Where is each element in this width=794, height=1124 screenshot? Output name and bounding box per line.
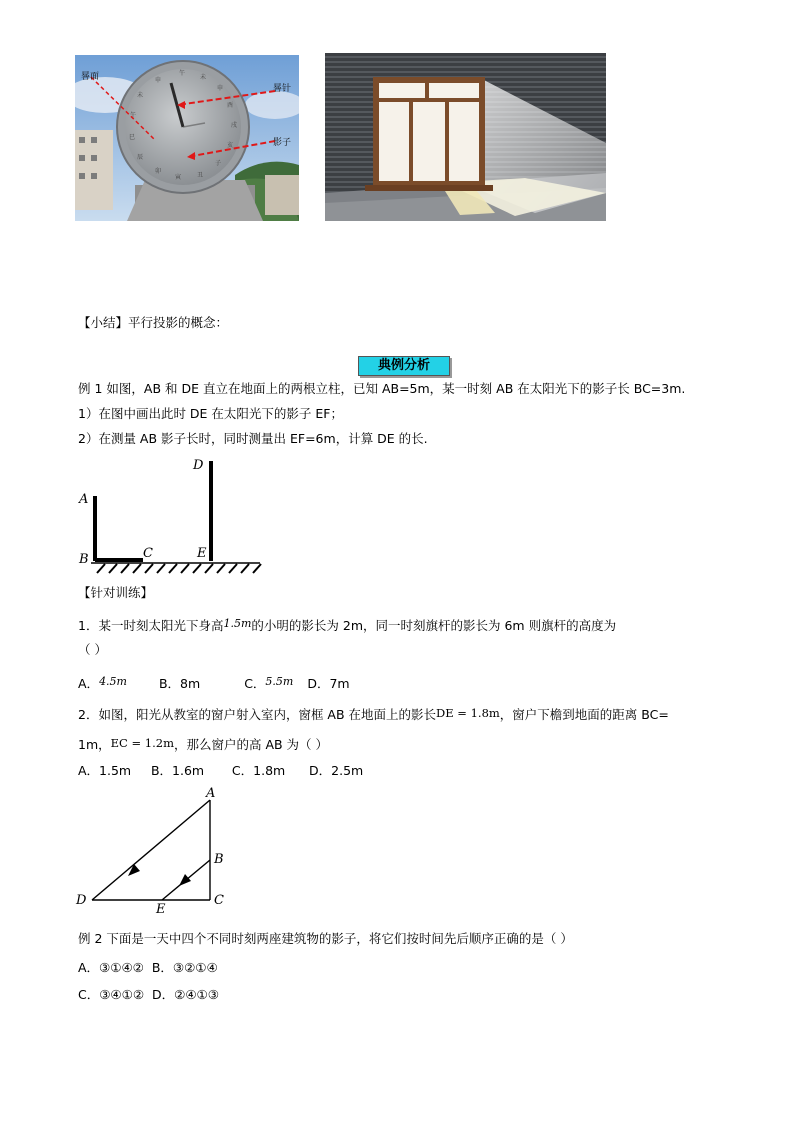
training2-de-value: DE = 1.8m bbox=[436, 706, 500, 720]
svg-text:巳: 巳 bbox=[129, 134, 136, 141]
fig2-label-d: D bbox=[76, 893, 87, 908]
fig1-label-c: C bbox=[143, 546, 153, 561]
svg-text:辰: 辰 bbox=[137, 154, 144, 161]
svg-text:申: 申 bbox=[217, 85, 224, 92]
svg-text:未: 未 bbox=[137, 92, 144, 99]
window-illustration bbox=[325, 53, 606, 221]
example1-question-2: 2）在测量 AB 影子长时，同时测量出 EF=6m，计算 DE 的长. bbox=[78, 431, 428, 446]
training2-stem-line2 bbox=[78, 735, 328, 753]
example1-figure bbox=[75, 456, 265, 578]
fig1-label-d: D bbox=[193, 458, 204, 473]
window-shadow-diagram bbox=[72, 786, 232, 918]
training2-stem-line1 bbox=[78, 705, 669, 723]
svg-text:申: 申 bbox=[155, 77, 162, 84]
example2-stem: 例 2 下面是一天中四个不同时刻两座建筑物的影子，将它们按时间先后顺序正确的是（ ） bbox=[78, 931, 573, 946]
training1-stem-post: 的小明的影长为 2m，同一时刻旗杆的影长为 6m 则旗杆的高度为 bbox=[251, 618, 617, 633]
window-light-photo bbox=[325, 53, 606, 221]
fig2-label-e: E bbox=[156, 902, 166, 917]
training2-stem-mid: ，窗户下檐到地面的距离 BC= bbox=[499, 707, 669, 722]
svg-text:寅: 寅 bbox=[175, 174, 182, 181]
svg-text:戌: 戌 bbox=[231, 122, 238, 129]
training1-option-b: B．8m bbox=[158, 676, 201, 691]
svg-text:午: 午 bbox=[179, 70, 186, 77]
fig2-label-c: C bbox=[214, 893, 224, 908]
gnomon-label: 晷针 bbox=[273, 84, 292, 94]
example1-stem: 例 1 如图，AB 和 DE 直立在地面上的两根立柱，已知 AB=5m，某一时刻 AB 在太阳光下的影子长 BC=3m. bbox=[78, 381, 686, 396]
dial-face-label: 晷面 bbox=[81, 72, 100, 82]
training1-option-a: A． bbox=[78, 676, 100, 691]
training2-options: A．1.5m B．1.6m C．1.8m D．2.5m bbox=[78, 763, 364, 778]
training1-height-value: 1.5m bbox=[223, 617, 252, 630]
example1-question-1: 1）在图中画出此时 DE 在太阳光下的影子 EF； bbox=[78, 406, 343, 421]
training1-option-a-value: 4.5m bbox=[99, 675, 127, 688]
summary-line: 【小结】平行投影的概念： bbox=[78, 315, 229, 330]
sundial-photo bbox=[75, 55, 299, 221]
svg-text:卯: 卯 bbox=[155, 168, 162, 175]
training2-ec-value: EC = 1.2m bbox=[110, 736, 174, 750]
training2-figure bbox=[72, 786, 232, 918]
training2-stem-pre: 2．如图，阳光从教室的窗户射入室内，窗框 AB 在地面上的影长 bbox=[78, 707, 437, 722]
svg-text:亥: 亥 bbox=[227, 142, 234, 149]
svg-text:子: 子 bbox=[215, 160, 222, 167]
fig1-label-e: E bbox=[197, 546, 207, 561]
fig2-label-b: B bbox=[214, 852, 224, 867]
fig1-label-b: B bbox=[79, 552, 89, 567]
training1-paren: （ ） bbox=[78, 642, 107, 657]
training1-option-c: C． bbox=[244, 676, 266, 691]
training1-stem-pre: 1．某一时刻太阳光下身高 bbox=[78, 618, 224, 633]
training2-line2-post: ，那么窗户的高 AB 为（ ） bbox=[173, 737, 329, 752]
svg-text:酉: 酉 bbox=[227, 102, 234, 109]
training1-option-c-value: 5.5m bbox=[265, 675, 294, 688]
shadow-label: 影子 bbox=[273, 138, 292, 148]
pillars-diagram bbox=[75, 456, 265, 578]
svg-text:丑: 丑 bbox=[197, 172, 204, 179]
section-heading: 典例分析 bbox=[358, 356, 450, 376]
fig1-label-a: A bbox=[79, 492, 89, 507]
training1-option-d: D．7m bbox=[307, 676, 350, 691]
training1-options bbox=[78, 674, 350, 692]
training-title: 【针对训练】 bbox=[78, 585, 154, 600]
sundial-illustration bbox=[75, 55, 299, 221]
svg-text:未: 未 bbox=[200, 74, 207, 81]
training2-line2-pre: 1m， bbox=[78, 737, 111, 752]
example2-options-2: C．③④①② D．②④①③ bbox=[78, 987, 219, 1002]
example2-options-1: A．③①④② B．③②①④ bbox=[78, 960, 218, 975]
fig2-label-a: A bbox=[206, 786, 216, 801]
svg-text:午: 午 bbox=[130, 112, 137, 119]
training1-stem bbox=[78, 616, 616, 634]
